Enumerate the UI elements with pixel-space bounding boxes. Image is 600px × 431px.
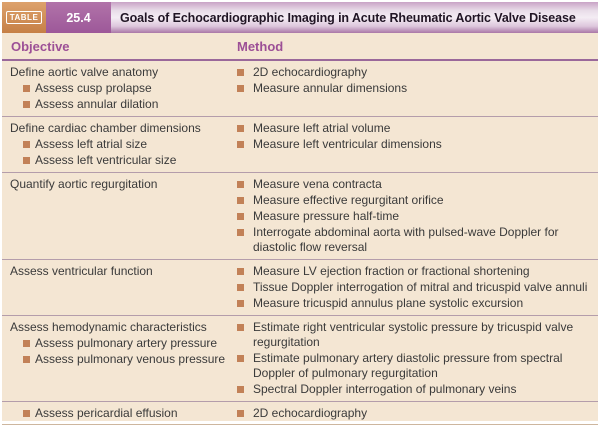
square-bullet-icon bbox=[237, 300, 244, 307]
bullet-item-text: Assess annular dilation bbox=[35, 97, 159, 111]
method-cell bbox=[231, 117, 598, 172]
column-headers bbox=[2, 33, 598, 61]
table-row bbox=[2, 61, 598, 116]
square-bullet-icon bbox=[23, 340, 30, 347]
table-row bbox=[2, 116, 598, 172]
table-title: Goals of Echocardiographic Imaging in Acute Rheumatic Aortic Valve Disease bbox=[120, 10, 576, 25]
square-bullet-icon bbox=[237, 125, 244, 132]
bullet-item bbox=[237, 296, 588, 311]
table-card bbox=[2, 2, 598, 421]
bullet-item-text: Measure pressure half-time bbox=[253, 209, 400, 223]
square-bullet-icon bbox=[23, 356, 30, 363]
square-bullet-icon bbox=[237, 181, 244, 188]
bullet-item-text: Assess left atrial size bbox=[35, 137, 148, 151]
bullet-item bbox=[237, 382, 588, 397]
bullet-item-text: 2D echocardiography bbox=[253, 65, 368, 79]
bullet-item-text: Measure vena contracta bbox=[253, 177, 382, 191]
bullet-item bbox=[237, 264, 588, 279]
method-cell bbox=[231, 402, 598, 425]
table-badge-label: TABLE bbox=[6, 11, 43, 24]
bullet-item-text: Assess pericardial effusion bbox=[35, 406, 178, 420]
bullet-item bbox=[10, 352, 227, 367]
bullet-item bbox=[237, 320, 588, 350]
table-badge bbox=[2, 2, 46, 33]
bullet-item bbox=[10, 97, 227, 112]
objective-label: Define aortic valve anatomy bbox=[10, 65, 159, 79]
square-bullet-icon bbox=[23, 410, 30, 417]
bullet-item-text: Measure effective regurgitant orifice bbox=[253, 193, 444, 207]
bullet-item bbox=[237, 65, 588, 80]
objective-cell bbox=[2, 61, 231, 116]
square-bullet-icon bbox=[237, 69, 244, 76]
table-row bbox=[2, 315, 598, 401]
objective-label: Assess hemodynamic characteristics bbox=[10, 320, 207, 334]
bullet-item-text: Measure left atrial volume bbox=[253, 121, 391, 135]
bullet-item bbox=[237, 81, 588, 96]
bullet-item bbox=[237, 193, 588, 208]
objective-cell bbox=[2, 117, 231, 172]
objective-label: Assess ventricular function bbox=[10, 264, 153, 278]
square-bullet-icon bbox=[23, 157, 30, 164]
table-row bbox=[2, 172, 598, 259]
square-bullet-icon bbox=[23, 141, 30, 148]
bullet-item-text: Assess left ventricular size bbox=[35, 153, 177, 167]
bullet-item bbox=[237, 225, 588, 255]
bullet-item bbox=[10, 81, 227, 96]
square-bullet-icon bbox=[237, 386, 244, 393]
table-bottom-rule bbox=[2, 424, 598, 431]
table-row bbox=[2, 259, 598, 315]
square-bullet-icon bbox=[237, 85, 244, 92]
bullet-item bbox=[237, 121, 588, 136]
bullet-item-text: Measure tricuspid annulus plane systolic excursion bbox=[253, 296, 524, 310]
table-body bbox=[2, 61, 598, 425]
bullet-item bbox=[237, 209, 588, 224]
objective-cell bbox=[2, 402, 231, 425]
square-bullet-icon bbox=[237, 410, 244, 417]
bullet-item-text: Estimate pulmonary artery diastolic pressure from spectral Doppler of pulmonary regurgitation bbox=[253, 351, 563, 380]
objective-cell bbox=[2, 316, 231, 401]
square-bullet-icon bbox=[237, 284, 244, 291]
column-header-method: Method bbox=[237, 38, 284, 54]
table-header bbox=[2, 2, 598, 33]
bullet-item bbox=[237, 280, 588, 295]
bullet-item-text: Estimate right ventricular systolic pressure by tricuspid valve regurgitation bbox=[253, 320, 574, 349]
bullet-item-text: Spectral Doppler interrogation of pulmonary veins bbox=[253, 382, 517, 396]
bullet-item-text: Tissue Doppler interrogation of mitral and tricuspid valve annuli bbox=[253, 280, 588, 294]
square-bullet-icon bbox=[237, 355, 244, 362]
square-bullet-icon bbox=[23, 101, 30, 108]
table-number: 25.4 bbox=[46, 2, 111, 33]
method-cell bbox=[231, 173, 598, 259]
bullet-item bbox=[237, 351, 588, 381]
table-row bbox=[2, 401, 598, 425]
square-bullet-icon bbox=[237, 197, 244, 204]
method-cell bbox=[231, 316, 598, 401]
objective-cell bbox=[2, 173, 231, 259]
bullet-item bbox=[10, 137, 227, 152]
bullet-item bbox=[10, 153, 227, 168]
bullet-item-text: Assess pulmonary artery pressure bbox=[35, 336, 218, 350]
bullet-item-text: Measure annular dimensions bbox=[253, 81, 408, 95]
bullet-item-text: Interrogate abdominal aorta with pulsed-wave Doppler for diastolic flow reversal bbox=[253, 225, 559, 254]
bullet-item bbox=[237, 406, 588, 421]
title-bar bbox=[111, 2, 598, 33]
bullet-item bbox=[10, 336, 227, 351]
bullet-item-text: Measure left ventricular dimensions bbox=[253, 137, 442, 151]
bullet-item-text: 2D echocardiography bbox=[253, 406, 368, 420]
method-cell bbox=[231, 260, 598, 315]
square-bullet-icon bbox=[237, 229, 244, 236]
bullet-item-text: Assess cusp prolapse bbox=[35, 81, 152, 95]
square-bullet-icon bbox=[237, 268, 244, 275]
objective-cell bbox=[2, 260, 231, 315]
square-bullet-icon bbox=[237, 324, 244, 331]
square-bullet-icon bbox=[237, 141, 244, 148]
bullet-item bbox=[237, 177, 588, 192]
method-cell bbox=[231, 61, 598, 116]
bullet-item-text: Measure LV ejection fraction or fractional shortening bbox=[253, 264, 530, 278]
column-header-objective: Objective bbox=[11, 38, 70, 54]
square-bullet-icon bbox=[23, 85, 30, 92]
bullet-item-text: Assess pulmonary venous pressure bbox=[35, 352, 226, 366]
objective-label: Quantify aortic regurgitation bbox=[10, 177, 158, 191]
bullet-item bbox=[10, 406, 227, 421]
square-bullet-icon bbox=[237, 213, 244, 220]
objective-label: Define cardiac chamber dimensions bbox=[10, 121, 201, 135]
bullet-item bbox=[237, 137, 588, 152]
